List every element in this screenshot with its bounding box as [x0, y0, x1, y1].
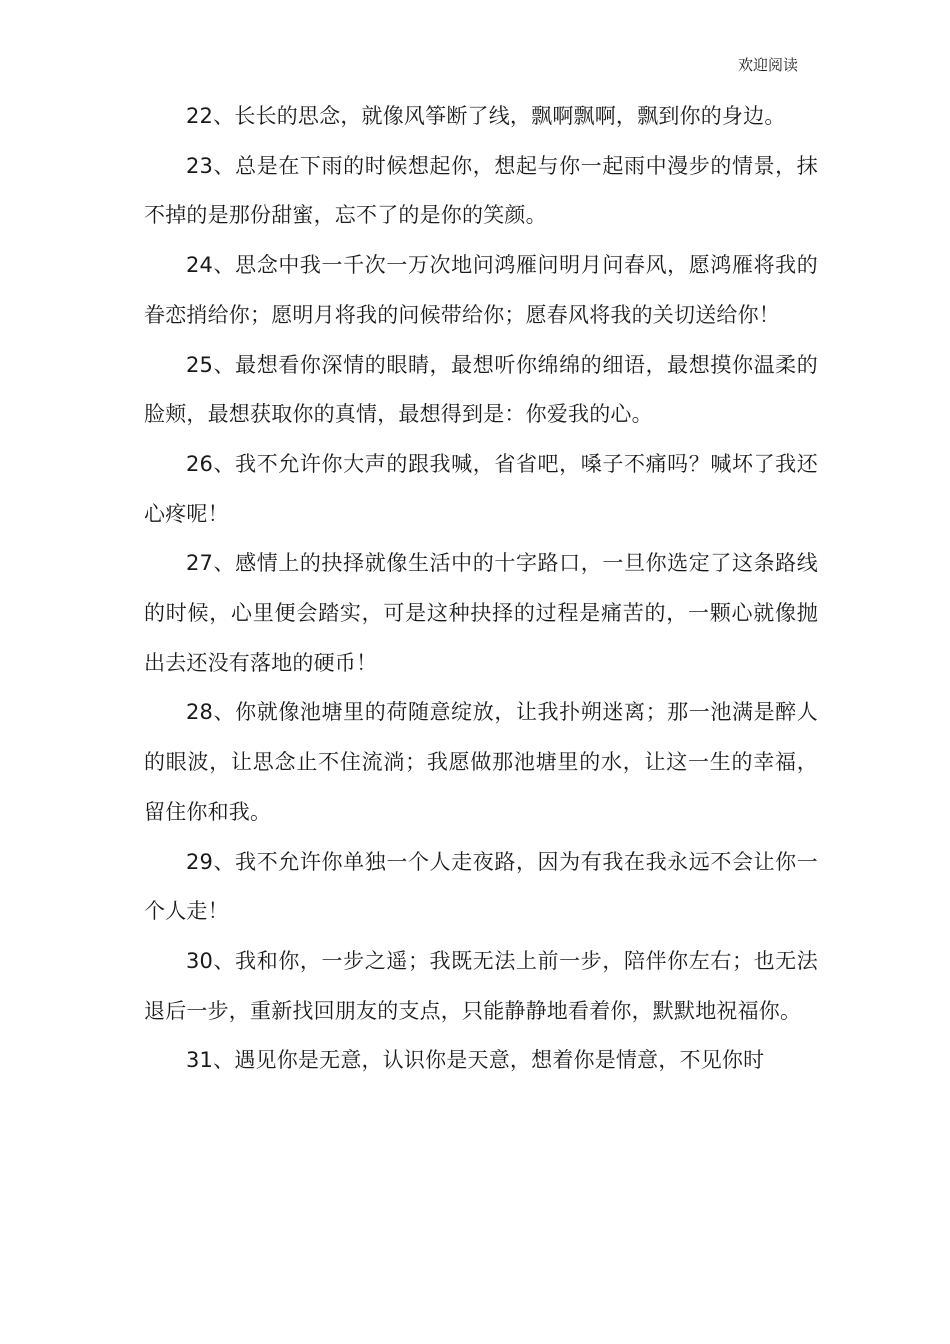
document-body — [144, 92, 818, 1086]
paragraph-29: 29、我不允许你单独一个人走夜路，因为有我在我永远不会让你一个人走！ — [144, 849, 818, 924]
paragraph-24: 24、思念中我一千次一万次地问鸿雁问明月问春风，愿鸿雁将我的眷恋捎给你；愿明月将我的问候带给你；愿春风将我的关切送给你！ — [144, 253, 818, 327]
paragraph-25: 25、最想看你深情的眼睛，最想听你绵绵的细语，最想摸你温柔的脸颊，最想获取你的真情，最想得到是：你爱我的心。 — [144, 352, 818, 427]
paragraph-26: 26、我不允许你大声的跟我喊，省省吧，嗓子不痛吗？喊坏了我还心疼呢！ — [144, 451, 818, 526]
paragraph-31: 31、遇见你是无意，认识你是天意，想着你是情意，不见你时 — [186, 1048, 765, 1073]
page-header: 欢迎阅读 — [737, 56, 798, 74]
paragraph-28: 28、你就像池塘里的荷随意绽放，让我扑朔迷离；那一池满是醉人的眼波，让思念止不住流淌；我愿做那池塘里的水，让这一生的幸福，留住你和我。 — [144, 700, 818, 824]
paragraph-22: 22、长长的思念，就像风筝断了线，飘啊飘啊，飘到你的身边。 — [186, 104, 786, 128]
paragraph-27: 27、感情上的抉择就像生活中的十字路口，一旦你选定了这条路线的时候，心里便会踏实，可是这种抉择的过程是痛苦的，一颗心就像抛出去还没有落地的硬币！ — [144, 551, 818, 675]
paragraph-30: 30、我和你，一步之遥；我既无法上前一步，陪伴你左右；也无法退后一步，重新找回朋友的支点，只能静静地看着你，默默地祝福你。 — [144, 948, 818, 1023]
paragraph-23: 23、总是在下雨的时候想起你，想起与你一起雨中漫步的情景，抹不掉的是那份甜蜜，忘不了的是你的笑颜。 — [144, 153, 818, 228]
